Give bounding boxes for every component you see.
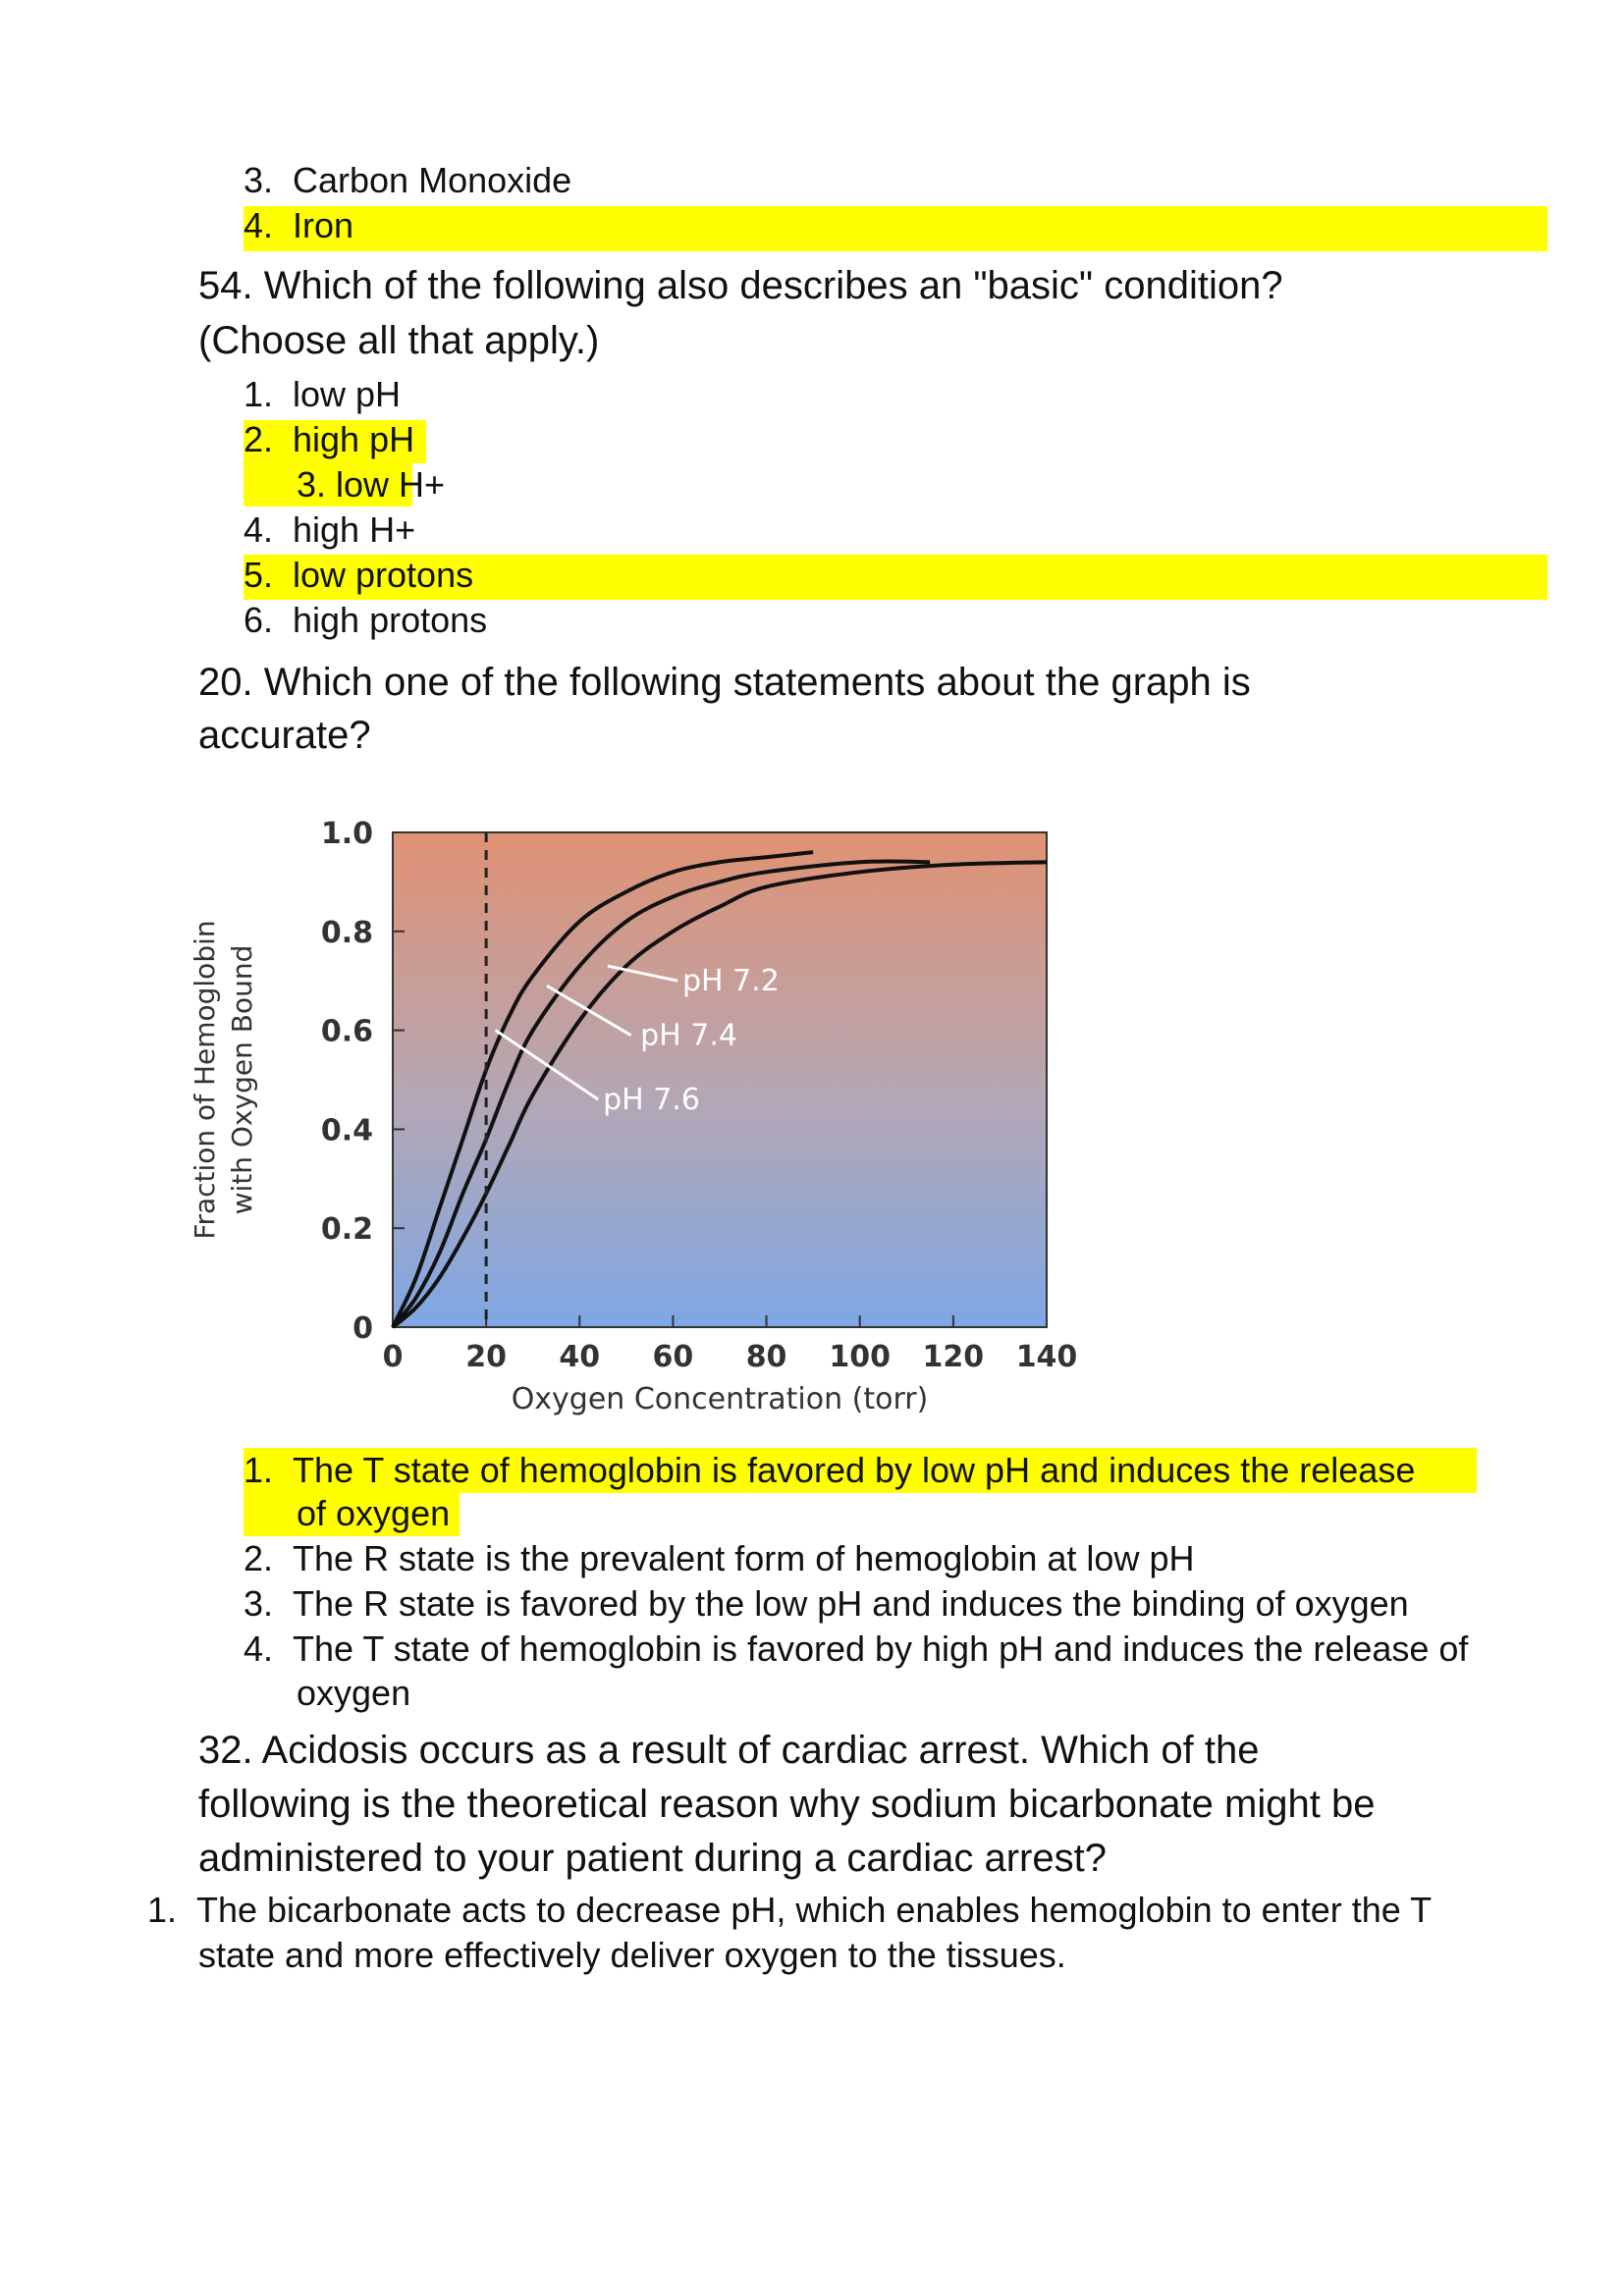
option-text: 3. low — [297, 464, 390, 505]
question-20-line-2: accurate? — [198, 714, 371, 757]
option-text: Iron — [293, 205, 354, 245]
option-text: The T state of hemoglobin is favored by low pH and induces the release — [293, 1450, 1416, 1490]
list-item — [244, 1628, 1468, 1671]
y-axis-label-line-2: with Oxygen Bound — [226, 944, 258, 1215]
option-text: low protons — [293, 555, 474, 595]
x-tick-label: 60 — [652, 1340, 694, 1374]
list-item — [244, 508, 415, 552]
option-number: 1. — [147, 1890, 178, 1930]
option-number: 1. — [244, 1450, 274, 1490]
option-number: 2. — [244, 1538, 274, 1578]
option-text: low pH — [293, 374, 402, 414]
question-32-line-1: 32. Acidosis occurs as a result of cardiac arrest. Which of the — [198, 1729, 1260, 1772]
x-tick-label: 0 — [382, 1340, 404, 1374]
annotation-label: pH 7.4 — [640, 1018, 737, 1053]
x-tick-label: 100 — [829, 1340, 892, 1374]
y-tick-label: 0.4 — [320, 1113, 373, 1148]
question-32-line-2: following is the theoretical reason why sodium bicarbonate might be — [198, 1783, 1376, 1826]
x-tick-label: 120 — [922, 1340, 985, 1374]
option-text: high H+ — [293, 509, 416, 550]
question-20-line-1: 20. Which one of the following statements about the graph is — [198, 661, 1251, 704]
list-item — [147, 1889, 1432, 1932]
option-text-continued: oxygen — [297, 1673, 411, 1713]
list-item — [244, 599, 487, 642]
option-number: 3. — [244, 1583, 274, 1624]
option-text: The R state is the prevalent form of hemoglobin at low pH — [293, 1538, 1195, 1578]
option-number: 3. — [244, 160, 274, 200]
list-item — [244, 554, 473, 597]
option-text: The T state of hemoglobin is favored by high pH and induces the release of — [293, 1629, 1469, 1669]
option-text: The bicarbonate acts to decrease pH, which enables hemoglobin to enter the T — [196, 1890, 1433, 1930]
list-item — [244, 1449, 1415, 1492]
oxygen-binding-chart — [187, 795, 1110, 1423]
list-item — [244, 373, 401, 416]
highlight-bar — [244, 206, 1547, 251]
option-text: high protons — [293, 600, 488, 640]
option-number: 5. — [244, 555, 274, 595]
option-text-continued: of oxygen — [297, 1493, 451, 1533]
option-text-continued: state and more effectively deliver oxygen to the tissues. — [198, 1935, 1066, 1975]
option-number: 4. — [244, 1629, 274, 1669]
question-32-line-3: administered to your patient during a cardiac arrest? — [198, 1837, 1107, 1880]
option-number: 1. — [244, 374, 274, 414]
y-tick-label: 0 — [352, 1311, 373, 1346]
annotation-label: pH 7.2 — [681, 964, 780, 999]
y-tick-label: 0.8 — [320, 915, 373, 950]
list-item — [297, 463, 445, 507]
x-tick-label: 140 — [1015, 1340, 1078, 1374]
y-tick-label: 0.6 — [320, 1014, 373, 1049]
question-54-line-2: (Choose all that apply.) — [198, 319, 600, 362]
question-54-line-1: 54. Which of the following also describes an "basic" condition? — [198, 264, 1283, 307]
x-axis-label: Oxygen Concentration (torr) — [511, 1382, 929, 1416]
list-item — [244, 1582, 1409, 1626]
x-tick-label: 40 — [559, 1340, 601, 1374]
option-text: high pH — [293, 419, 415, 459]
option-number: 2. — [244, 419, 274, 459]
option-number: 6. — [244, 600, 274, 640]
option-number: 4. — [244, 509, 274, 550]
list-item — [244, 204, 353, 247]
option-number: 4. — [244, 205, 274, 245]
x-tick-label: 80 — [745, 1340, 787, 1374]
option-text: Carbon Monoxide — [293, 160, 572, 200]
list-item — [244, 418, 414, 461]
x-tick-label: 20 — [465, 1340, 508, 1374]
y-tick-label: 0.2 — [320, 1212, 373, 1248]
annotation-label: pH 7.6 — [603, 1083, 700, 1118]
option-text: The R state is favored by the low pH and induces the binding of oxygen — [293, 1583, 1409, 1624]
list-item — [244, 1537, 1194, 1580]
list-item — [244, 159, 571, 202]
y-axis-label-line-1: Fraction of Hemoglobin — [189, 920, 221, 1240]
option-text: H+ — [389, 464, 446, 505]
y-tick-label: 1.0 — [320, 817, 373, 851]
